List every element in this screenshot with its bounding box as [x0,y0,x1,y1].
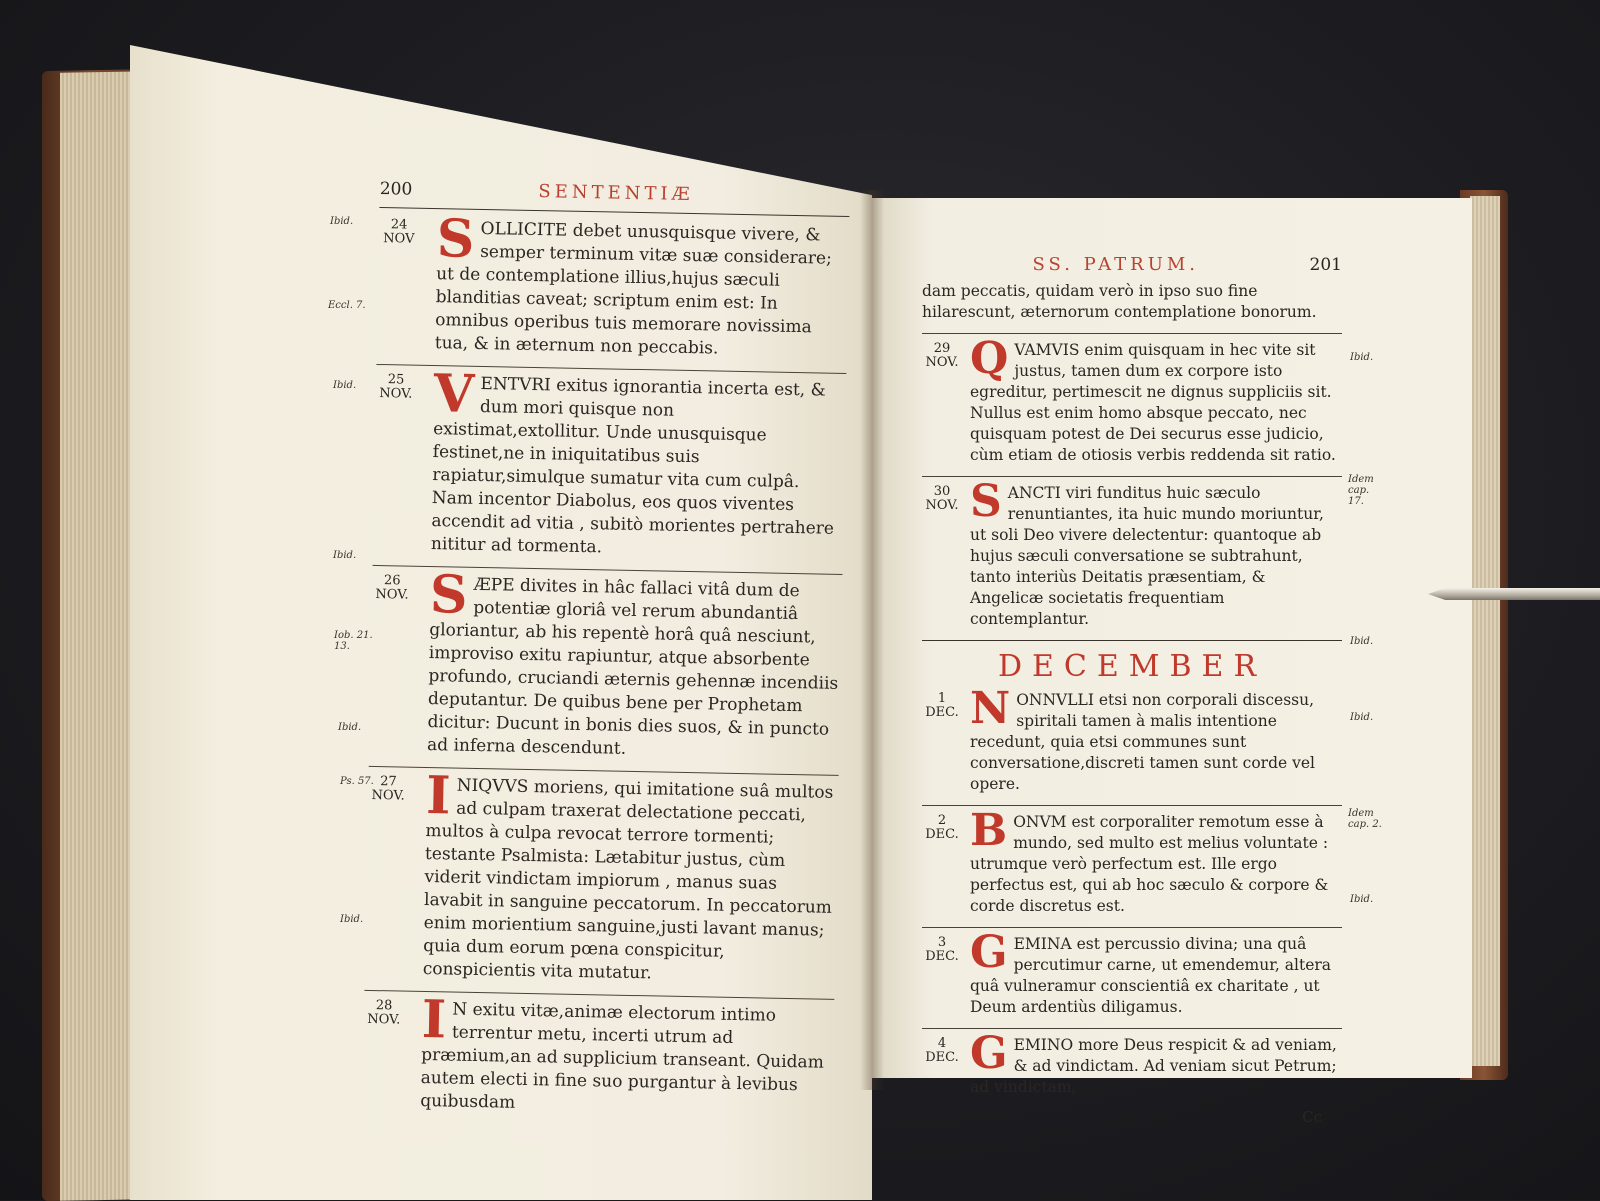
margin-note: Ibid. [1350,894,1374,905]
rule [922,640,1342,641]
drop-cap: S [429,564,469,626]
margin-note: Ibid. [1350,352,1374,363]
drop-cap: V [433,363,475,425]
right-page-text [922,254,1342,1126]
entry-text: VAMVIS enim quisquam in hec vite sit justus, tamen dum ex corpore isto egreditur, pertimescit ne dignus suppliciis sit. Nullus est enim homo absque peccato, nec quisquam potest de Dei securus esse judicio, cùm etiam de otiosis verbis reddenda sit ratio. [970,341,1336,464]
entry-text: ÆPE divites in hâc fallaci vitâ dum de potentiæ gloriâ vel rerum abundantiâ gloriantur, ab his repentè horâ quâ nesciunt, improviso exitu rapiuntur, atque absorbente profundo, cruciandi æternis gehennæ incendiis deputantur. De quibus bene per Prophetam dicitur: Ducunt in bonis dies suos, & in puncto ad inferna descendunt. [426,574,839,759]
drop-cap: S [970,476,1002,527]
signature-mark: Cc [1302,1108,1322,1126]
month-heading: DECEMBER [997,649,1267,684]
page-number-left: 200 [379,178,413,200]
margin-note: Ibid. [338,722,362,733]
margin-note: Ibid. [333,380,357,391]
drop-cap: I [425,765,452,827]
entry-nov-26: 26 NOV. S ÆPE divites in hâc fallaci vitâ dum de potentiæ gloriâ vel rerum abundantiâ gloriantur, ab his repentè horâ quâ nesciunt, improviso exitu rapiuntur, atque absorbente profundo, cruciandi æternis gehennæ incendiis deputantur. De quibus bene per Prophetam dicitur: Ducunt in bonis dies suos, & in puncto ad inferna descendunt. [375,564,839,759]
margin-note: Iob. 21. 13. [334,630,373,652]
entry-dec-1: 1 DEC. N ONNVLLI etsi non corporali discessu, spiritali tamen à malis intentione recedunt, quia etsi communes sunt conversatione,discreti tamen sunt corde vel opere. [925,683,1315,793]
entry-nov-29: 29 NOV. Q VAMVIS enim quisquam in hec vite sit justus, tamen dum ex corpore isto egreditur, pertimescit ne dignus suppliciis sit. Nullus est enim homo absque peccato, nec quisquam potest de Dei securus esse judicio, cùm etiam de otiosis verbis reddenda sit ratio. [925,333,1336,464]
drop-cap: B [970,805,1008,856]
drop-cap: G [970,927,1008,978]
margin-note: Ibid. [1350,712,1374,723]
margin-note: Ibid. [333,550,357,561]
entry-text: NIQVVS moriens, qui imitatione suâ multos ad culpam traxerat delectatione peccati, multos à culpa revocat terrore tormenti; testante Psalmista: Lætabitur justus, cùm viderit vindictam impiorum , manus suas lavabit in sanguine peccatorum. In peccatorum enim morientium sanguine,justi lavant manus; quia dum eorum pœna conspicitur, conspicientis vita mutatur. [422,775,834,984]
margin-note: Idem cap. 17. [1348,474,1374,507]
letter-opener-blade [1428,588,1600,600]
left-page-text [362,178,850,1131]
entry-nov-24: 24 NOV S OLLICITE debet unusquisque vivere, & semper terminum vitæ suæ considerare; ut de contemplatione illius,hujus sæculi blanditias caveat; scriptum enim est: In omnibus operibus tuis memorare novissima tua, & in æternum non peccabis. [383,208,832,359]
margin-note: Idem cap. 2. [1348,808,1382,830]
entry-text: ONNVLLI etsi non corporali discessu, spiritali tamen à malis intentione recedunt, quia etsi communes sunt conversatione,discreti tamen sunt corde vel opere. [970,691,1315,793]
entry-text: EMINA est percussio divina; una quâ percutimur carne, ut emendemur, altera quâ vulneramur conscientiâ ex charitate , ut Deum ardentiùs diligamus. [970,935,1332,1016]
drop-cap: G [970,1028,1008,1079]
entry-text: N exitu vitæ,animæ electorum intimo terrentur metu, incerti utrum ad præmium,an ad supplicium transeant. Quidam autem electi in fine suo purgantur à levibus quibusdam [420,999,824,1113]
book-gutter [860,190,884,1090]
margin-note: Ibid. [340,914,364,925]
entry-dec-2: 2 DEC. B ONVM est corporaliter remotum esse à mundo, sed multo est melius voluntate : utrumque verò perfectum est. Ille ergo perfectus est, qui ab hoc sæculo & corpore & corde discretus est. [925,805,1329,915]
margin-note: Eccl. 7. [328,300,366,311]
continuation-text: dam peccatis, quidam verò in ipso suo fine hilarescunt, æternorum contemplatione bonorum. [922,282,1317,321]
entry-nov-27: 27 NOV. I NIQVVS moriens, qui imitatione suâ multos ad culpam traxerat delectatione peccati, multos à culpa revocat terrore tormenti; testante Psalmista: Lætabitur justus, cùm viderit vindictam impiorum , manus suas lavabit in sanguine peccatorum. In peccatorum enim morientium sanguine,justi lavant manus; quia dum eorum pœna conspicitur, conspicientis vita mutatur. [371,765,834,984]
running-head-right: SS. PATRUM. [1032,254,1200,275]
entry-text: ENTVRI exitus ignorantia incerta est, & dum mori quisque non existimat,extollitur. Unde unusquisque festinet,ne in iniquitatibus suis rapiatur,simulque sumatur vita cum culpâ. Nam incentor Diabolus, eos quos viventes accendit ad vitia , subitò morientes pertrahere nititur ad tormenta. [430,373,835,558]
entry-text: OLLICITE debet unusquisque vivere, & semper terminum vitæ suæ considerare; ut de contemplatione illius,hujus sæculi blanditias caveat; scriptum enim est: In omnibus operibus tuis memorare novissima tua, & in æternum non peccabis. [434,218,832,359]
drop-cap: N [970,683,1011,734]
entry-nov-25: 25 NOV. V ENTVRI exitus ignorantia incerta est, & dum mori quisque non existimat,extollitur. Unde unusquisque festinet,ne in iniquitatibus suis rapiatur,simulque sumatur vita cum culpâ. Nam incentor Diabolus, eos quos viventes accendit ad vitia , subitò morientes pertrahere nititur ad tormenta. [379,363,835,558]
page-edges-right [1470,196,1500,1066]
margin-note: Ps. 57. [340,776,374,787]
drop-cap: I [421,988,447,1051]
entry-text: ONVM est corporaliter remotum esse à mundo, sed multo est melius voluntate : utrumque verò perfectum est. Ille ergo perfectus est, qui ab hoc sæculo & corpore & corde discretus est. [970,813,1329,915]
page-number-right: 201 [1309,255,1342,275]
running-head-left: SENTENTIÆ [538,181,694,206]
drop-cap: Q [970,333,1009,384]
entry-nov-30: 30 NOV. S ANCTI viri funditus huic sæculo renuntiantes, ita huic mundo moriuntur, ut soli Deo vivere delectentur: quantoque ab hujus sæculi conversatione se subtrahunt, tanto interiùs Deitatis præsentiam, & Angelicæ societatis frequentiam contemplantur. [925,476,1324,628]
entry-dec-4: 4 DEC. G EMINO more Deus respicit & ad veniam, & ad vindictam. Ad veniam sicut Petrum; ad vindictam, [925,1028,1337,1096]
entry-nov-28: 28 NOV. I N exitu vitæ,animæ electorum intimo terrentur metu, incerti utrum ad præmium,an ad supplicium transeant. Quidam autem electi in fine suo purgantur à levibus quibusdam [367,988,824,1113]
entry-text: EMINO more Deus respicit & ad veniam, & ad vindictam. Ad veniam sicut Petrum; ad vindictam, [970,1036,1337,1096]
margin-note: Ibid. [1350,636,1374,647]
entry-dec-3: 3 DEC. G EMINA est percussio divina; una quâ percutimur carne, ut emendemur, altera quâ vulneramur conscientiâ ex charitate , ut Deum ardentiùs diligamus. [925,927,1332,1016]
margin-note: Ibid. [330,216,354,227]
entry-text: ANCTI viri funditus huic sæculo renuntiantes, ita huic mundo moriuntur, ut soli Deo vivere delectentur: quantoque ab hujus sæculi conversatione se subtrahunt, tanto interiùs Deitatis præsentiam, & Angelicæ societatis frequentiam contemplantur. [970,484,1324,628]
drop-cap: S [436,208,475,270]
